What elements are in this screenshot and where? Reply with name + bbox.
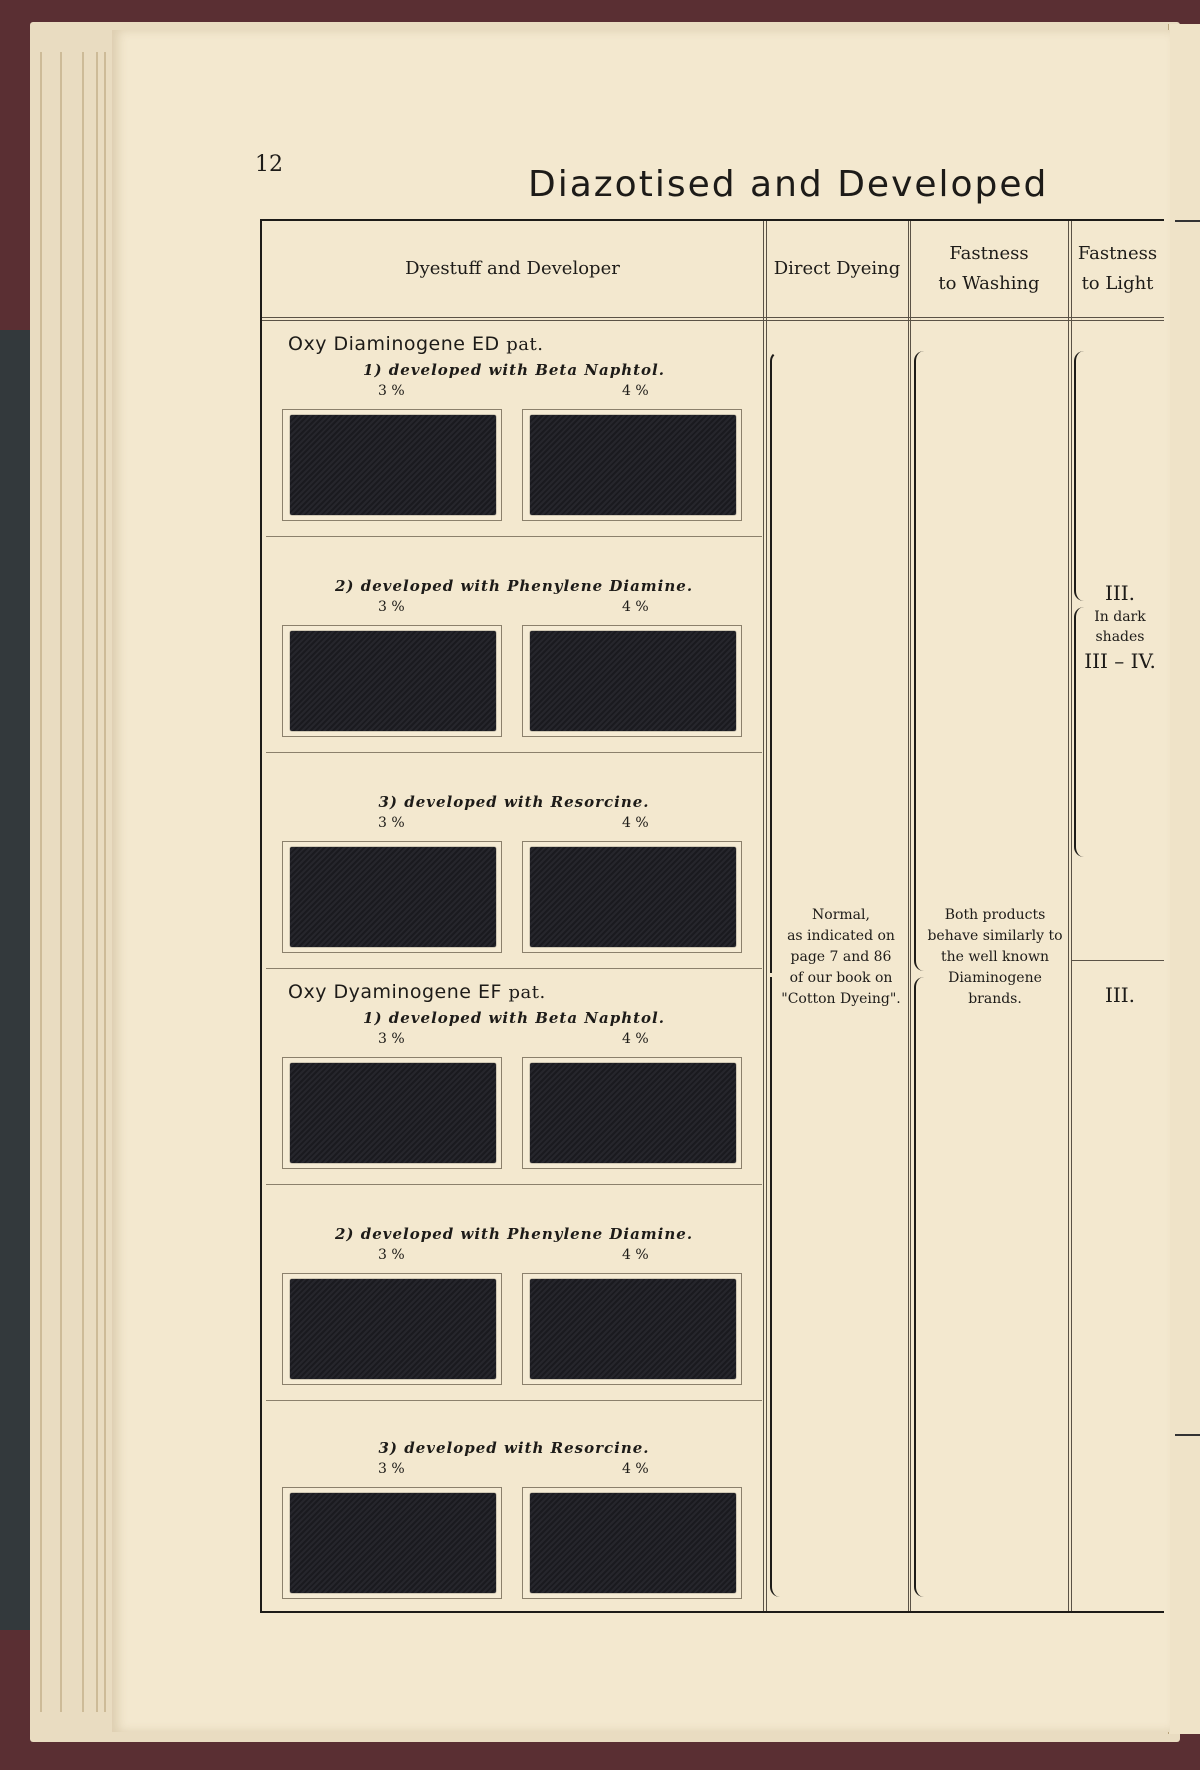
section-ef-1: [266, 969, 762, 1185]
fabric-swatch: [522, 409, 742, 521]
fabric-swatch: [282, 1487, 502, 1599]
percent-label: 3 %: [378, 1461, 405, 1477]
fabric-swatch: [522, 1487, 742, 1599]
section-ed-1: [266, 321, 762, 537]
section-ef-3: [266, 1401, 762, 1607]
percent-label: 3 %: [378, 599, 405, 615]
developer-label: 2) developed with Phenylene Diamine.: [334, 1225, 694, 1243]
percent-label: 4 %: [622, 383, 649, 399]
fabric-swatch: [282, 1057, 502, 1169]
section-ef-2: [266, 1185, 762, 1401]
brace: [770, 351, 784, 973]
page-number: 12: [255, 152, 283, 177]
next-page-edge: [1168, 24, 1200, 1734]
percent-label: 4 %: [622, 1461, 649, 1477]
percent-label: 3 %: [378, 383, 405, 399]
brace: [914, 977, 928, 1597]
header-fastness-light: Fastness to Light: [1077, 243, 1158, 294]
fabric-swatch: [282, 625, 502, 737]
percent-label: 3 %: [378, 1031, 405, 1047]
developer-label: 1) developed with Beta Naphtol.: [363, 1009, 665, 1027]
developer-label: 3) developed with Resorcine.: [378, 793, 650, 811]
percent-label: 4 %: [622, 1031, 649, 1047]
developer-label: 3) developed with Resorcine.: [378, 1439, 650, 1457]
direct-dyeing-text: Normal, as indicated on page 7 and 86 of our book on "Cotton Dyeing".: [781, 907, 901, 1007]
fabric-swatch: [522, 841, 742, 953]
page-title: Diazotised and Developed: [528, 164, 1049, 205]
section-ed-3: [266, 753, 762, 969]
fabric-swatch: [522, 625, 742, 737]
fastness-light-ef: III.: [1104, 983, 1136, 1007]
header-dyestuff: Dyestuff and Developer: [405, 258, 620, 279]
percent-label: 4 %: [622, 599, 649, 615]
percent-label: 4 %: [622, 815, 649, 831]
fastness-light-ed: III. In dark shades III – IV.: [1084, 581, 1156, 673]
developer-label: 2) developed with Phenylene Diamine.: [334, 577, 694, 595]
fabric-swatch: [282, 1273, 502, 1385]
fabric-swatch: [522, 1057, 742, 1169]
fabric-swatch: [522, 1273, 742, 1385]
fabric-swatch: [282, 409, 502, 521]
dye-table: [260, 219, 1164, 1613]
cover-band: [0, 330, 30, 1630]
section-ed-2: [266, 537, 762, 753]
brace: [914, 351, 928, 971]
fastness-washing-text: Both products behave similarly to the well known Diaminogene brands.: [927, 907, 1063, 1007]
brace: [1074, 351, 1088, 601]
developer-label: 1) developed with Beta Naphtol.: [363, 361, 665, 379]
percent-label: 3 %: [378, 815, 405, 831]
percent-label: 3 %: [378, 1247, 405, 1263]
brace: [770, 977, 784, 1597]
product-name-ef: Oxy Dyaminogene EF pat.: [288, 981, 546, 1003]
percent-label: 4 %: [622, 1247, 649, 1263]
fabric-swatch: [282, 841, 502, 953]
header-direct-dyeing: Direct Dyeing: [773, 258, 901, 279]
header-fastness-washing: Fastness to Washing: [938, 243, 1040, 294]
product-name-ed: Oxy Diaminogene ED pat.: [288, 333, 544, 355]
